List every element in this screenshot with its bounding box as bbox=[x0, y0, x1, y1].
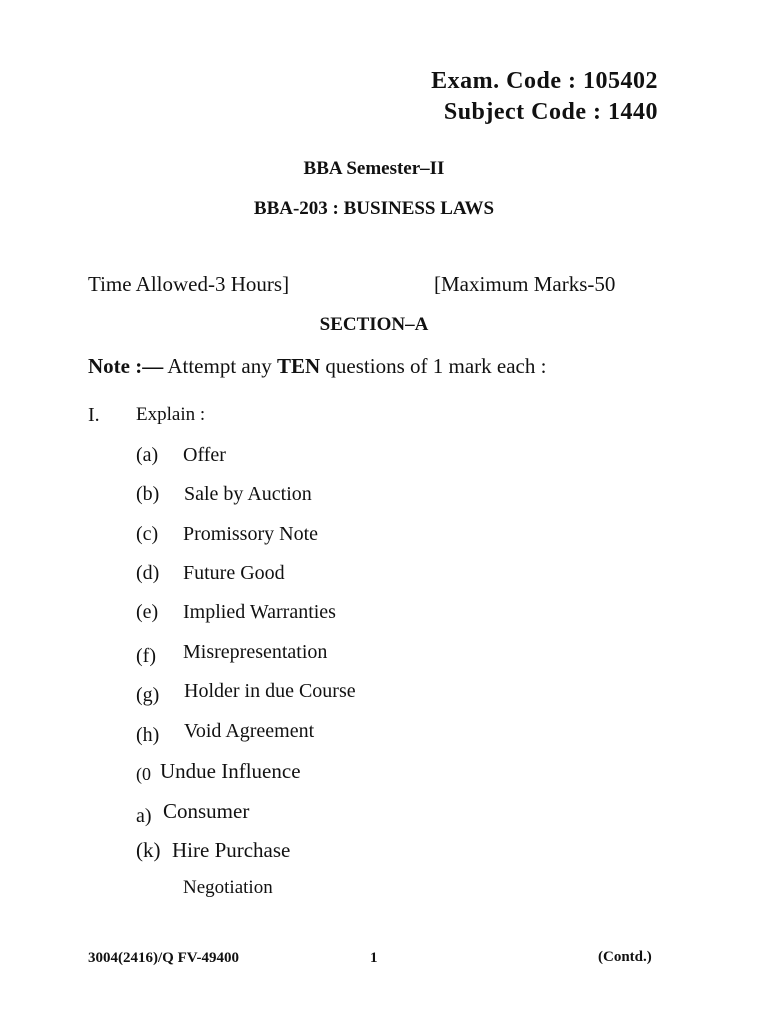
note-emphasis: TEN bbox=[276, 354, 321, 378]
list-item bbox=[136, 483, 312, 506]
page-number: 1 bbox=[370, 950, 378, 966]
note-label: Note :— bbox=[88, 354, 164, 378]
list-item bbox=[136, 720, 315, 747]
time-allowed: Time Allowed-3 Hours] bbox=[88, 272, 290, 296]
list-item bbox=[136, 680, 356, 707]
continued-label: (Contd.) bbox=[598, 949, 652, 965]
item-text: Holder in due Course bbox=[184, 680, 356, 702]
item-text: Consumer bbox=[163, 799, 250, 823]
item-label: (g) bbox=[136, 684, 160, 706]
item-label: (f) bbox=[136, 645, 156, 667]
item-text: Void Agreement bbox=[184, 720, 315, 742]
subject-code: Subject Code : 1440 bbox=[443, 99, 658, 125]
item-text: Negotiation bbox=[183, 877, 273, 898]
list-item bbox=[136, 799, 250, 828]
question-intro: Explain : bbox=[136, 404, 206, 425]
list-item bbox=[136, 523, 318, 546]
list-item bbox=[136, 562, 285, 585]
item-text: Offer bbox=[183, 444, 226, 466]
note-text-1: Attempt any bbox=[167, 354, 272, 378]
item-label: a) bbox=[136, 805, 152, 827]
note-text-2: questions of 1 mark each : bbox=[325, 354, 547, 378]
item-label: (e) bbox=[136, 601, 159, 623]
semester-heading: BBA Semester–II bbox=[303, 158, 445, 179]
section-note bbox=[88, 354, 546, 379]
item-text: Implied Warranties bbox=[183, 601, 336, 623]
item-text: Sale by Auction bbox=[184, 483, 312, 505]
item-text: Hire Purchase bbox=[172, 838, 291, 862]
list-item bbox=[136, 444, 226, 467]
maximum-marks: [Maximum Marks-50 bbox=[434, 272, 616, 296]
list-item bbox=[136, 601, 336, 624]
list-item bbox=[136, 759, 301, 786]
list-item bbox=[136, 838, 291, 863]
question-number: I. bbox=[88, 404, 100, 426]
item-label: (b) bbox=[136, 483, 160, 505]
item-text: Future Good bbox=[183, 562, 285, 584]
item-text: Promissory Note bbox=[183, 523, 318, 545]
item-label: (h) bbox=[136, 724, 160, 746]
list-item bbox=[136, 641, 328, 668]
exam-code: Exam. Code : 105402 bbox=[431, 68, 658, 94]
item-label: (c) bbox=[136, 523, 159, 545]
paper-title: BBA-203 : BUSINESS LAWS bbox=[253, 198, 495, 219]
item-label: (0 bbox=[136, 764, 151, 784]
section-title: SECTION–A bbox=[319, 314, 429, 335]
item-label: (k) bbox=[136, 838, 161, 862]
item-label: (a) bbox=[136, 444, 159, 466]
item-label: (d) bbox=[136, 562, 160, 584]
item-text: Misrepresentation bbox=[183, 641, 328, 663]
item-text: Undue Influence bbox=[160, 759, 301, 783]
footer-paper-code: 3004(2416)/Q FV-49400 bbox=[88, 950, 239, 966]
